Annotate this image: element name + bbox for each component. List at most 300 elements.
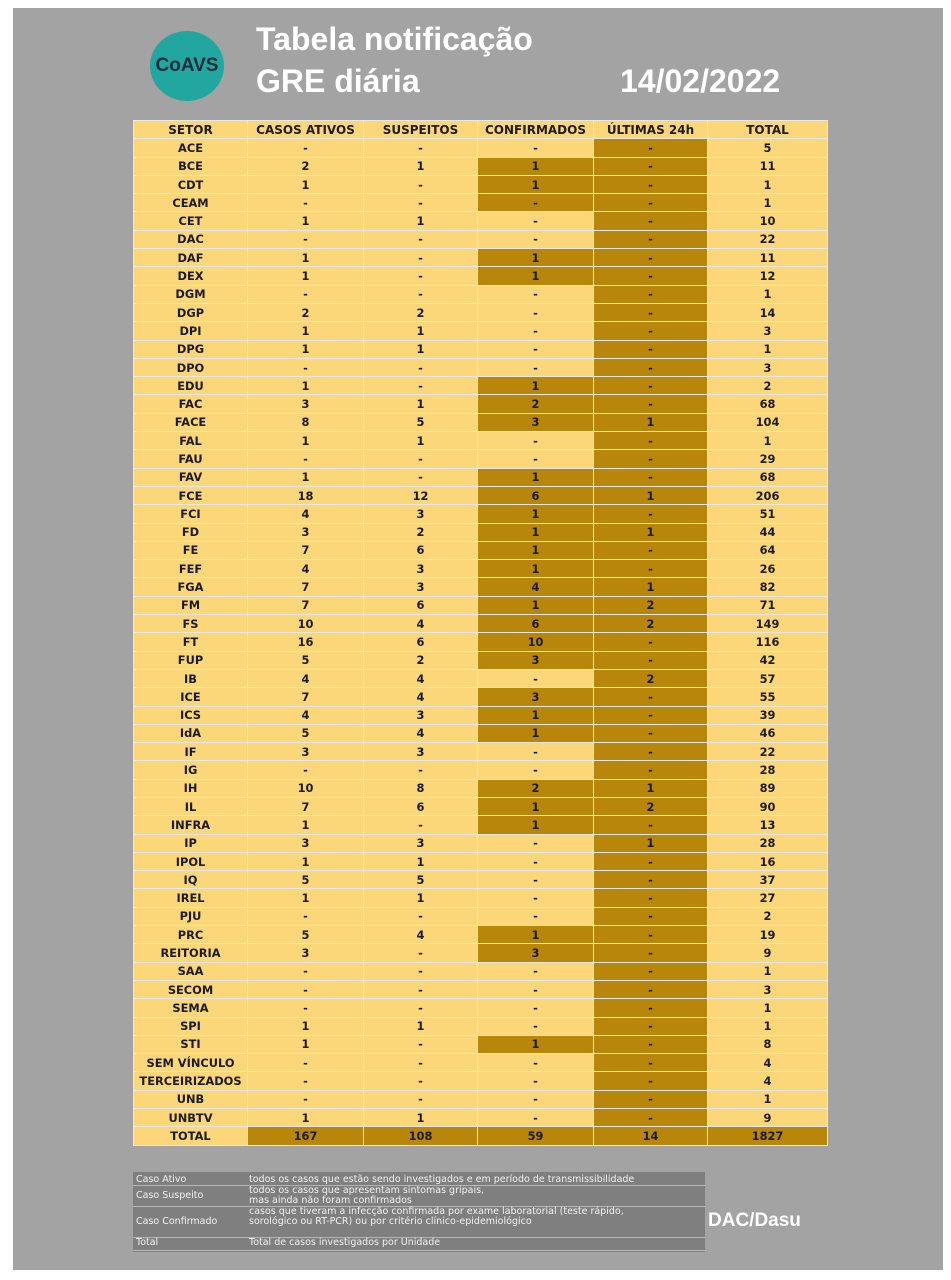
- cell-total: 89: [708, 779, 828, 797]
- table-row: [134, 450, 828, 468]
- cell-total: 44: [708, 523, 828, 541]
- cell-casos-ativos: 3: [248, 395, 364, 413]
- cell-confirmados: 6: [478, 486, 594, 504]
- cell-ultimas-24h: -: [594, 230, 708, 248]
- total-total: 1827: [708, 1127, 828, 1145]
- report-date: 14/02/2022: [620, 63, 781, 99]
- table-row: [134, 157, 828, 175]
- cell-setor: DGM: [134, 285, 248, 303]
- table-row: [134, 303, 828, 321]
- cell-casos-ativos: 5: [248, 871, 364, 889]
- cell-ultimas-24h: -: [594, 651, 708, 669]
- cell-total: 1: [708, 432, 828, 450]
- cell-suspeitos: 1: [364, 212, 478, 230]
- coavs-logo: [150, 31, 224, 101]
- cell-suspeitos: 1: [364, 432, 478, 450]
- cell-total: 68: [708, 395, 828, 413]
- cell-suspeitos: 4: [364, 688, 478, 706]
- cell-suspeitos: 1: [364, 1017, 478, 1035]
- cell-casos-ativos: -: [248, 450, 364, 468]
- cell-confirmados: -: [478, 139, 594, 157]
- legend-row: [133, 1206, 705, 1238]
- cell-suspeitos: -: [364, 377, 478, 395]
- cell-confirmados: -: [478, 852, 594, 870]
- table-row: [134, 615, 828, 633]
- cell-ultimas-24h: -: [594, 139, 708, 157]
- cell-confirmados: -: [478, 450, 594, 468]
- cell-suspeitos: 1: [364, 852, 478, 870]
- table-row: [134, 724, 828, 742]
- cell-suspeitos: 3: [364, 834, 478, 852]
- cell-ultimas-24h: -: [594, 962, 708, 980]
- cell-suspeitos: -: [364, 944, 478, 962]
- cell-casos-ativos: -: [248, 230, 364, 248]
- cell-confirmados: -: [478, 322, 594, 340]
- cell-ultimas-24h: -: [594, 468, 708, 486]
- cell-ultimas-24h: -: [594, 157, 708, 175]
- cell-total: 8: [708, 1035, 828, 1053]
- table-row: [134, 743, 828, 761]
- cell-setor: SPI: [134, 1017, 248, 1035]
- cell-suspeitos: 3: [364, 743, 478, 761]
- cell-total: 37: [708, 871, 828, 889]
- cell-setor: FCI: [134, 505, 248, 523]
- cell-casos-ativos: 16: [248, 633, 364, 651]
- cell-casos-ativos: 7: [248, 596, 364, 614]
- cell-confirmados: 1: [478, 1035, 594, 1053]
- cell-setor: FAC: [134, 395, 248, 413]
- table-row: [134, 175, 828, 193]
- cell-suspeitos: -: [364, 1035, 478, 1053]
- cell-setor: ICS: [134, 706, 248, 724]
- cell-setor: FE: [134, 541, 248, 559]
- cell-suspeitos: 1: [364, 1109, 478, 1127]
- cell-setor: DEX: [134, 267, 248, 285]
- col-header-suspeitos: SUSPEITOS: [364, 121, 478, 139]
- cell-ultimas-24h: -: [594, 212, 708, 230]
- cell-suspeitos: -: [364, 761, 478, 779]
- cell-total: 82: [708, 578, 828, 596]
- cell-suspeitos: 4: [364, 615, 478, 633]
- cell-total: 46: [708, 724, 828, 742]
- cell-suspeitos: -: [364, 267, 478, 285]
- cell-suspeitos: 1: [364, 322, 478, 340]
- cell-setor: UNBTV: [134, 1109, 248, 1127]
- cell-suspeitos: -: [364, 194, 478, 212]
- cell-confirmados: -: [478, 340, 594, 358]
- cell-suspeitos: 3: [364, 560, 478, 578]
- cell-casos-ativos: 1: [248, 816, 364, 834]
- cell-setor: DPG: [134, 340, 248, 358]
- cell-setor: FEF: [134, 560, 248, 578]
- cell-confirmados: -: [478, 999, 594, 1017]
- cell-total: 12: [708, 267, 828, 285]
- cell-setor: FGA: [134, 578, 248, 596]
- cell-total: 22: [708, 230, 828, 248]
- table-row: [134, 907, 828, 925]
- cell-casos-ativos: 4: [248, 669, 364, 687]
- cell-ultimas-24h: -: [594, 1072, 708, 1090]
- cell-setor: FM: [134, 596, 248, 614]
- table-body: [134, 139, 828, 1145]
- cell-total: 206: [708, 486, 828, 504]
- cell-casos-ativos: 1: [248, 212, 364, 230]
- cell-total: 16: [708, 852, 828, 870]
- cell-ultimas-24h: -: [594, 322, 708, 340]
- cell-ultimas-24h: -: [594, 395, 708, 413]
- cell-setor: SAA: [134, 962, 248, 980]
- table-row: [134, 797, 828, 815]
- cell-confirmados: -: [478, 761, 594, 779]
- cell-setor: SEM VÍNCULO: [134, 1054, 248, 1072]
- cell-confirmados: -: [478, 230, 594, 248]
- cell-ultimas-24h: -: [594, 194, 708, 212]
- cell-total: 3: [708, 980, 828, 998]
- logo-text: CoAVS: [155, 55, 219, 76]
- cell-casos-ativos: -: [248, 999, 364, 1017]
- cell-confirmados: 10: [478, 633, 594, 651]
- cell-setor: BCE: [134, 157, 248, 175]
- cell-casos-ativos: -: [248, 1072, 364, 1090]
- cell-confirmados: 1: [478, 816, 594, 834]
- cell-confirmados: 1: [478, 724, 594, 742]
- cell-casos-ativos: 1: [248, 468, 364, 486]
- cell-total: 116: [708, 633, 828, 651]
- table-row: [134, 688, 828, 706]
- cell-suspeitos: 4: [364, 669, 478, 687]
- cell-casos-ativos: 4: [248, 560, 364, 578]
- cell-confirmados: 1: [478, 596, 594, 614]
- cell-ultimas-24h: -: [594, 852, 708, 870]
- col-header-casos-ativos: CASOS ATIVOS: [248, 121, 364, 139]
- legend-term: Total: [136, 1237, 159, 1248]
- cell-total: 1: [708, 1090, 828, 1108]
- cell-setor: DPI: [134, 322, 248, 340]
- cell-suspeitos: 1: [364, 395, 478, 413]
- legend-term: Caso Ativo: [136, 1174, 187, 1185]
- cell-setor: INFRA: [134, 816, 248, 834]
- cell-confirmados: 1: [478, 560, 594, 578]
- table-row: [134, 926, 828, 944]
- cell-ultimas-24h: 1: [594, 523, 708, 541]
- cell-confirmados: -: [478, 907, 594, 925]
- cell-ultimas-24h: -: [594, 358, 708, 376]
- legend-definition: casos que tiveram a infecção confirmada por exame laboratorial (teste rápido,: [249, 1206, 624, 1217]
- cell-casos-ativos: 1: [248, 249, 364, 267]
- cell-setor: EDU: [134, 377, 248, 395]
- cell-suspeitos: -: [364, 962, 478, 980]
- cell-suspeitos: -: [364, 907, 478, 925]
- total-confirmados: 59: [478, 1127, 594, 1145]
- table-row: [134, 322, 828, 340]
- table-row: [134, 1017, 828, 1035]
- cell-casos-ativos: 10: [248, 779, 364, 797]
- cell-setor: ACE: [134, 139, 248, 157]
- table-row: [134, 1054, 828, 1072]
- table-row: [134, 432, 828, 450]
- table-row: [134, 541, 828, 559]
- table-row: [134, 962, 828, 980]
- cell-suspeitos: 3: [364, 706, 478, 724]
- cell-suspeitos: 5: [364, 871, 478, 889]
- table-row: [134, 230, 828, 248]
- cell-ultimas-24h: -: [594, 871, 708, 889]
- cell-setor: UNB: [134, 1090, 248, 1108]
- cell-casos-ativos: 1: [248, 889, 364, 907]
- table-row: [134, 669, 828, 687]
- cell-confirmados: -: [478, 669, 594, 687]
- cell-suspeitos: 2: [364, 523, 478, 541]
- cell-casos-ativos: 7: [248, 541, 364, 559]
- cell-total: 14: [708, 303, 828, 321]
- cell-total: 11: [708, 157, 828, 175]
- cell-ultimas-24h: 2: [594, 797, 708, 815]
- cell-suspeitos: 8: [364, 779, 478, 797]
- cell-setor: IPOL: [134, 852, 248, 870]
- cell-confirmados: -: [478, 889, 594, 907]
- total-casos-ativos: 167: [248, 1127, 364, 1145]
- cell-ultimas-24h: -: [594, 450, 708, 468]
- cell-ultimas-24h: -: [594, 944, 708, 962]
- table-row: [134, 578, 828, 596]
- cell-casos-ativos: 7: [248, 688, 364, 706]
- cell-ultimas-24h: -: [594, 706, 708, 724]
- cell-ultimas-24h: -: [594, 377, 708, 395]
- cell-confirmados: -: [478, 980, 594, 998]
- cell-casos-ativos: 5: [248, 724, 364, 742]
- table-row: [134, 468, 828, 486]
- cell-confirmados: 1: [478, 377, 594, 395]
- cell-confirmados: -: [478, 432, 594, 450]
- table-row: [134, 852, 828, 870]
- cell-suspeitos: 12: [364, 486, 478, 504]
- col-header-ultimas-24h: ÚLTIMAS 24h: [594, 121, 708, 139]
- cell-total: 68: [708, 468, 828, 486]
- cell-setor: IQ: [134, 871, 248, 889]
- cell-setor: ICE: [134, 688, 248, 706]
- cell-total: 39: [708, 706, 828, 724]
- cell-ultimas-24h: -: [594, 926, 708, 944]
- table-row: [134, 249, 828, 267]
- cell-casos-ativos: 1: [248, 1109, 364, 1127]
- legend-term: Caso Suspeito: [136, 1190, 204, 1201]
- cell-suspeitos: -: [364, 450, 478, 468]
- cell-setor: FAV: [134, 468, 248, 486]
- cell-ultimas-24h: -: [594, 1017, 708, 1035]
- cell-total: 13: [708, 816, 828, 834]
- cell-suspeitos: -: [364, 249, 478, 267]
- cell-casos-ativos: 1: [248, 1035, 364, 1053]
- cell-casos-ativos: -: [248, 907, 364, 925]
- cell-ultimas-24h: 2: [594, 669, 708, 687]
- cell-setor: IdA: [134, 724, 248, 742]
- cell-confirmados: 1: [478, 249, 594, 267]
- cell-ultimas-24h: 2: [594, 615, 708, 633]
- cell-total: 1: [708, 175, 828, 193]
- cell-ultimas-24h: 1: [594, 834, 708, 852]
- table-row: [134, 267, 828, 285]
- cell-confirmados: -: [478, 834, 594, 852]
- cell-ultimas-24h: -: [594, 743, 708, 761]
- cell-confirmados: -: [478, 212, 594, 230]
- cell-ultimas-24h: -: [594, 889, 708, 907]
- table-row: [134, 834, 828, 852]
- cell-total: 55: [708, 688, 828, 706]
- cell-setor: IF: [134, 743, 248, 761]
- table-row: [134, 1090, 828, 1108]
- table-row: [134, 651, 828, 669]
- table-row: [134, 523, 828, 541]
- cell-ultimas-24h: -: [594, 633, 708, 651]
- cell-total: 28: [708, 761, 828, 779]
- cell-ultimas-24h: -: [594, 505, 708, 523]
- total-setor: TOTAL: [134, 1127, 248, 1145]
- cell-total: 22: [708, 743, 828, 761]
- cell-confirmados: 4: [478, 578, 594, 596]
- table-row: [134, 889, 828, 907]
- cell-total: 19: [708, 926, 828, 944]
- cell-confirmados: 1: [478, 505, 594, 523]
- cell-casos-ativos: -: [248, 358, 364, 376]
- legend-definition: mas ainda não foram confirmados: [249, 1195, 412, 1206]
- notification-table: [133, 120, 828, 1146]
- cell-confirmados: -: [478, 1017, 594, 1035]
- table-row: [134, 596, 828, 614]
- cell-total: 1: [708, 999, 828, 1017]
- cell-setor: STI: [134, 1035, 248, 1053]
- cell-casos-ativos: 7: [248, 797, 364, 815]
- cell-casos-ativos: -: [248, 139, 364, 157]
- cell-ultimas-24h: -: [594, 1109, 708, 1127]
- table-row: [134, 944, 828, 962]
- table-row: [134, 560, 828, 578]
- cell-total: 51: [708, 505, 828, 523]
- cell-setor: FD: [134, 523, 248, 541]
- total-ultimas-24h: 14: [594, 1127, 708, 1145]
- table-row: [134, 1035, 828, 1053]
- cell-casos-ativos: -: [248, 285, 364, 303]
- cell-casos-ativos: 7: [248, 578, 364, 596]
- cell-total: 1: [708, 1017, 828, 1035]
- table-row: [134, 486, 828, 504]
- cell-total: 4: [708, 1054, 828, 1072]
- legend-definition: todos os casos que estão sendo investigados e em período de transmissibilidade: [249, 1174, 635, 1185]
- cell-suspeitos: 6: [364, 633, 478, 651]
- table-header-row: [134, 121, 828, 139]
- cell-setor: IB: [134, 669, 248, 687]
- legend-row: [133, 1237, 705, 1251]
- cell-suspeitos: -: [364, 1090, 478, 1108]
- cell-confirmados: 3: [478, 651, 594, 669]
- cell-ultimas-24h: 1: [594, 578, 708, 596]
- legend-definition: sorológico ou RT-PCR) ou por critério clínico-epidemiológico: [249, 1216, 532, 1227]
- cell-casos-ativos: 1: [248, 322, 364, 340]
- cell-casos-ativos: 1: [248, 432, 364, 450]
- cell-ultimas-24h: 1: [594, 486, 708, 504]
- table-row: [134, 212, 828, 230]
- cell-ultimas-24h: -: [594, 303, 708, 321]
- cell-casos-ativos: 1: [248, 175, 364, 193]
- cell-confirmados: -: [478, 1109, 594, 1127]
- cell-setor: PJU: [134, 907, 248, 925]
- cell-casos-ativos: 1: [248, 852, 364, 870]
- cell-setor: DAC: [134, 230, 248, 248]
- cell-total: 3: [708, 322, 828, 340]
- cell-suspeitos: 6: [364, 797, 478, 815]
- cell-ultimas-24h: -: [594, 175, 708, 193]
- legend-row: [133, 1185, 705, 1207]
- cell-confirmados: -: [478, 1072, 594, 1090]
- table-row: [134, 980, 828, 998]
- cell-suspeitos: -: [364, 1072, 478, 1090]
- legend-definition: todos os casos que apresentam sintomas gripais,: [249, 1185, 485, 1196]
- cell-suspeitos: 1: [364, 157, 478, 175]
- footer-credit: DAC/Dasu: [708, 1210, 801, 1231]
- cell-confirmados: -: [478, 358, 594, 376]
- cell-ultimas-24h: 1: [594, 779, 708, 797]
- cell-setor: SECOM: [134, 980, 248, 998]
- table-row: [134, 285, 828, 303]
- legend-box: [133, 1172, 705, 1252]
- cell-suspeitos: 6: [364, 596, 478, 614]
- cell-total: 1: [708, 962, 828, 980]
- table-row: [134, 633, 828, 651]
- cell-suspeitos: -: [364, 468, 478, 486]
- title-line-2: GRE diária: [256, 63, 420, 99]
- cell-suspeitos: 5: [364, 413, 478, 431]
- cell-total: 9: [708, 1109, 828, 1127]
- cell-ultimas-24h: -: [594, 560, 708, 578]
- cell-setor: SEMA: [134, 999, 248, 1017]
- cell-confirmados: -: [478, 1054, 594, 1072]
- cell-total: 90: [708, 797, 828, 815]
- cell-casos-ativos: 18: [248, 486, 364, 504]
- cell-confirmados: 1: [478, 541, 594, 559]
- cell-total: 28: [708, 834, 828, 852]
- table-row: [134, 816, 828, 834]
- cell-casos-ativos: 5: [248, 651, 364, 669]
- cell-total: 29: [708, 450, 828, 468]
- cell-total: 104: [708, 413, 828, 431]
- cell-casos-ativos: 4: [248, 706, 364, 724]
- cell-casos-ativos: 1: [248, 267, 364, 285]
- cell-total: 1: [708, 285, 828, 303]
- table-row: [134, 1072, 828, 1090]
- cell-total: 71: [708, 596, 828, 614]
- cell-setor: IH: [134, 779, 248, 797]
- cell-casos-ativos: 1: [248, 1017, 364, 1035]
- cell-suspeitos: 1: [364, 340, 478, 358]
- cell-total: 1: [708, 340, 828, 358]
- cell-ultimas-24h: -: [594, 1090, 708, 1108]
- cell-ultimas-24h: -: [594, 688, 708, 706]
- cell-setor: DAF: [134, 249, 248, 267]
- cell-suspeitos: 4: [364, 926, 478, 944]
- cell-suspeitos: 1: [364, 889, 478, 907]
- cell-confirmados: 6: [478, 615, 594, 633]
- cell-setor: FAL: [134, 432, 248, 450]
- table-row: [134, 761, 828, 779]
- cell-casos-ativos: 3: [248, 523, 364, 541]
- cell-suspeitos: 6: [364, 541, 478, 559]
- cell-confirmados: -: [478, 285, 594, 303]
- cell-suspeitos: -: [364, 175, 478, 193]
- cell-ultimas-24h: -: [594, 541, 708, 559]
- cell-casos-ativos: -: [248, 962, 364, 980]
- cell-ultimas-24h: -: [594, 249, 708, 267]
- cell-casos-ativos: 2: [248, 303, 364, 321]
- cell-ultimas-24h: -: [594, 724, 708, 742]
